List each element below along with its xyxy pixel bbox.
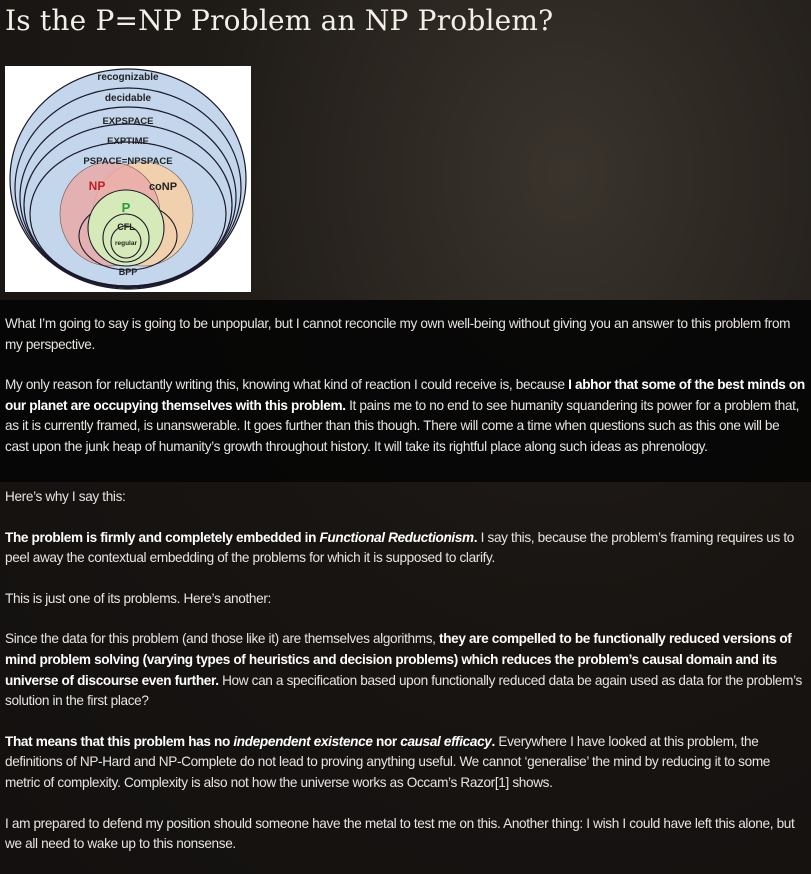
argument-section bbox=[0, 482, 811, 874]
label-decidable: decidable bbox=[104, 93, 152, 104]
bold-text: . bbox=[491, 733, 495, 749]
paragraph bbox=[5, 314, 806, 355]
bold-italic-text: causal efficacy bbox=[400, 733, 492, 749]
bold-text: The problem is firmly and completely embedded in bbox=[5, 529, 320, 545]
complexity-classes-diagram bbox=[5, 66, 251, 292]
label-recognizable: recognizable bbox=[97, 72, 159, 83]
bold-text: That means that this problem has no bbox=[5, 733, 234, 749]
paragraph bbox=[5, 375, 806, 457]
label-expspace: EXPSPACE bbox=[102, 116, 154, 127]
label-regular: regular bbox=[114, 240, 138, 247]
paragraph bbox=[5, 589, 806, 610]
text: This is just one of its problems. Here’s another: bbox=[5, 590, 271, 606]
text: Since the data for this problem (and those like it) are themselves algorithms, bbox=[5, 631, 440, 647]
label-exptime: EXPTIME bbox=[107, 136, 149, 147]
bold-text: they are compelled to be functionally reduced versions of mind problem solving (varying types of heuristics and decision problems) which reduces the problem’s causal domain and its universe of discourse even further. bbox=[5, 631, 792, 688]
page-title: Is the P=NP Problem an NP Problem? bbox=[5, 4, 554, 37]
bold-text: . bbox=[473, 529, 478, 545]
text: What I’m going to say is going to be unpopular, but I cannot reconcile my own well-being without giving you an answer to this problem from my perspective. bbox=[5, 316, 791, 352]
paragraph bbox=[5, 487, 806, 508]
label-bpp: BPP bbox=[118, 267, 138, 277]
label-conp: coNP bbox=[148, 181, 178, 193]
text: Here’s why I say this: bbox=[5, 489, 126, 504]
bold-text: nor bbox=[372, 733, 401, 749]
text: How can a specification based upon functionally reduced data be again used as data for the problem’s solution in the first place? bbox=[5, 672, 802, 709]
bold-text: I abhor that some of the best minds on our planet are occupying themselves with this problem. bbox=[5, 377, 805, 413]
paragraph bbox=[5, 814, 806, 855]
intro-section bbox=[0, 300, 811, 482]
paragraph bbox=[5, 528, 806, 569]
text: I am prepared to defend my position should someone have the metal to test me on this. Another thing: I wish I could have left this alone, but we all need to wake up to this nonsense. bbox=[5, 815, 795, 852]
paragraph bbox=[5, 629, 806, 711]
label-pspace: PSPACE=NPSPACE bbox=[83, 156, 173, 167]
label-cfl: CFL bbox=[117, 222, 135, 232]
bold-italic-text: independent existence bbox=[233, 733, 373, 749]
paragraph bbox=[5, 732, 806, 794]
text: Everywhere I have looked at this problem, the definitions of NP-Hard and NP-Complete do not lead to proving anything useful. We cannot ‘generalise’ the mind by reducing it to some metric of complexity. Complexity is also not how the universe works as Occam’s Razor[1] shows. bbox=[5, 733, 771, 790]
text: It pains me to no end to see humanity squandering its power for a problem that, as it is currently framed, is unanswerable. It goes further than this though. There will come a time when questions such as this one will be cast upon the junk heap of humanity’s growth throughout history. It will take its rightful place along such ideas as phrenology. bbox=[5, 397, 800, 454]
bold-italic-text: Functional Reductionism bbox=[319, 529, 474, 545]
label-p: P bbox=[121, 200, 131, 215]
text: I say this, because the problem’s framing requires us to peel away the contextual embedding of the problems for which it is supposed to clarify. bbox=[5, 529, 795, 566]
label-np: NP bbox=[88, 179, 106, 193]
text: My only reason for reluctantly writing this, knowing what kind of reaction I could receive is, because bbox=[5, 377, 569, 393]
